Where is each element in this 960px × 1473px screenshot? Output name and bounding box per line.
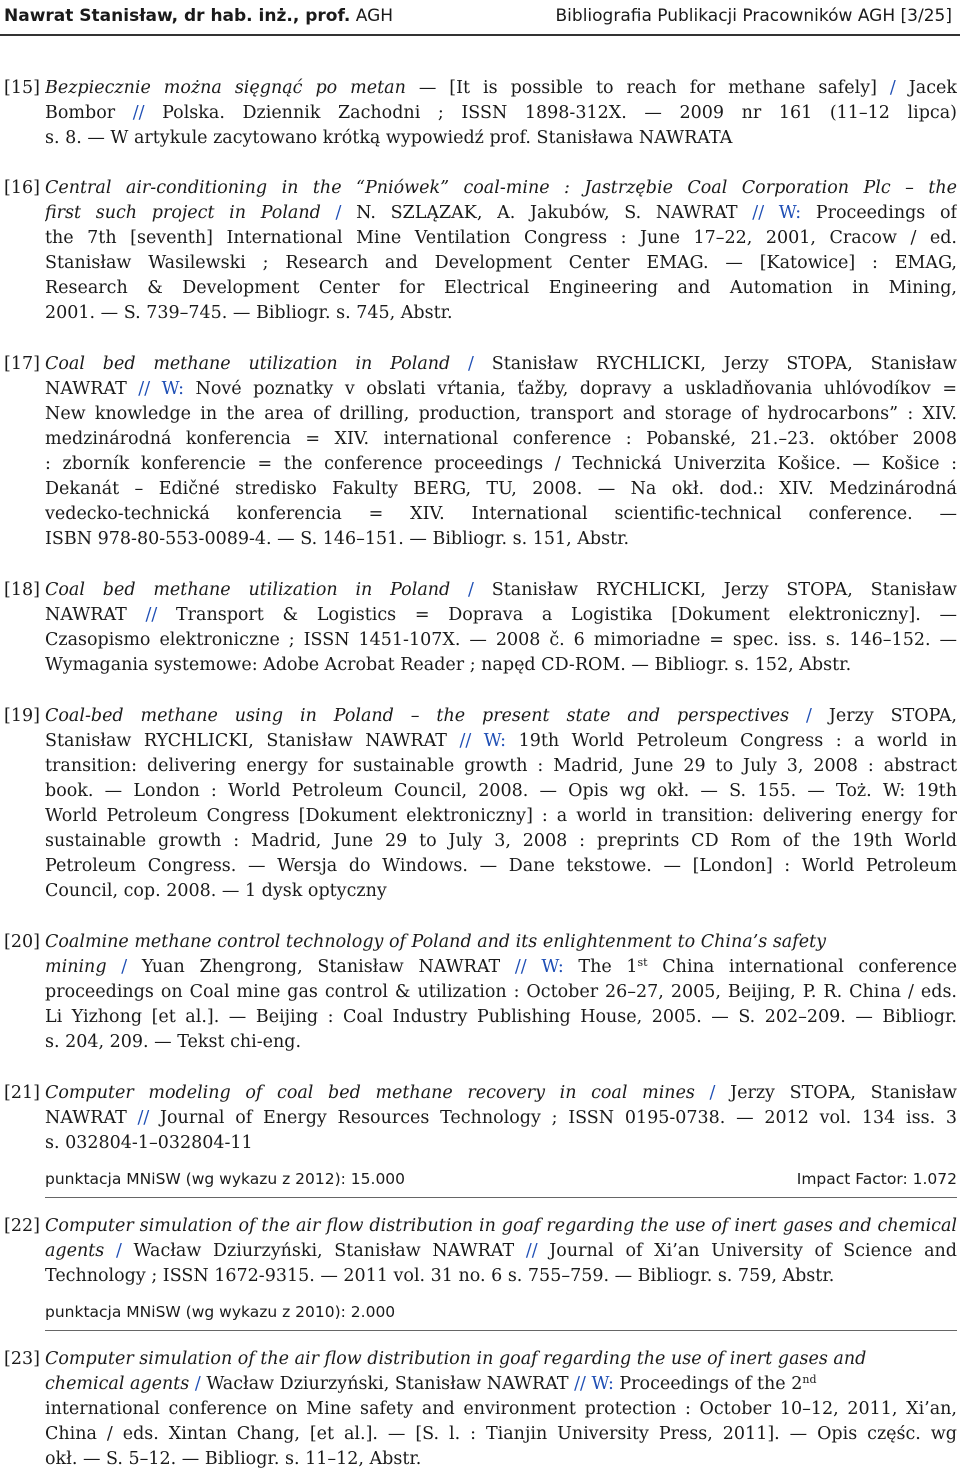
metric-row-22: [45, 1303, 957, 1321]
header-author: Nawrat Stanisław, dr hab. inż., prof. AGH: [4, 6, 394, 26]
page-number: [3/25]: [900, 6, 952, 26]
header-title: Bibliografia Publikacji Pracowników AGH [3/25]: [555, 6, 952, 26]
entry-body: Bezpiecznie można sięgnąć po metan — [It is possible to reach for methane safely] / Jacek Bombor // Polska. Dziennik Zachodni ; ISSN 1898-312X. — 2009 nr 161 (11–12 lipca) s. 8. — W artykule zacytowano krótką wypowiedź prof. Stanisława NAWRATA: [45, 78, 957, 148]
page-header: [0, 0, 960, 36]
entry-number: [16]: [4, 178, 40, 198]
entry-number: [21]: [4, 1083, 40, 1103]
impact-factor: Impact Factor: 1.072: [796, 1170, 957, 1188]
entry-body: Coal-bed methane using in Poland – the present state and perspectives / Jerzy STOPA, Stanisław RYCHLICKI, Stanisław NAWRAT // W: 19th World Petroleum Congress : a world in transition: delivering energy for sustainable growth : Madrid, June 29 to July 3, 2008 : abstract book. — London : World Petroleum Council, 2008. — Opis wg okł. — S. 155. — Toż. W: 19th World Petroleum Congress [Dokument elektroniczny] : a world in transition: delivering energy for sustainable growth : Madrid, June 29 to July 3, 2008 : preprints CD Rom of the 19th World Petroleum Congress. — Wersja do Windows. — Dane tekstowe. — [London] : World Petroleum Council, cop. 2008. — 1 dysk optyczny: [45, 706, 957, 901]
metric-rule: [45, 1197, 957, 1198]
entry-number: [18]: [4, 580, 40, 600]
mnisw-score: punktacja MNiSW (wg wykazu z 2010): 2.000: [45, 1303, 396, 1321]
metric-row-21: [45, 1170, 957, 1188]
mnisw-score: punktacja MNiSW (wg wykazu z 2012): 15.000: [45, 1170, 406, 1188]
entry-number: [19]: [4, 706, 40, 726]
entry-body: Computer modeling of coal bed methane recovery in coal mines / Jerzy STOPA, Stanisław NAWRAT // Journal of Energy Resources Technology ; ISSN 0195-0738. — 2012 vol. 134 iss. 3 s. 032804-1–032804-11: [45, 1083, 957, 1153]
entry-number: [22]: [4, 1216, 40, 1236]
entry-title: Central air-conditioning in the “Pniówek” coal-mine : Jastrzębie Coal Corporation Plc – the: [45, 178, 957, 198]
metric-rule: [45, 1330, 957, 1331]
entry-title: Computer modeling of coal bed methane recovery in coal mines: [45, 1083, 695, 1103]
entry-number: [23]: [4, 1349, 40, 1369]
entry-body: Coal bed methane utilization in Poland / Stanisław RYCHLICKI, Jerzy STOPA, Stanisław NAWRAT // W: Nové poznatky v obslati vŕtania, ťažby, dopravy a uskladňovania uhlóvodíkov = New knowledge in the area of drilling, production, transport and storage of hydrocarbons” : XIV. medzinárodná konferencia = XIV. international conference : Pobanské, 21.–23. október 2008 : zborník konferencie = the conference proceedings / Technická Univerzita Košice. — Košice : Dekanát – Edičné stredisko Fakulty BERG, TU, 2008. — Na okł. dod.: XIV. Medzinárodná vedecko-technická konferencia = XIV. International scientific-technical conference. — ISBN 978-80-553-0089-4. — S. 146–151. — Bibliogr. s. 151, Abstr.: [45, 354, 957, 549]
entry-title: Bezpiecznie można sięgnąć po metan: [45, 78, 406, 98]
entry-number: [17]: [4, 354, 40, 374]
entry-body: Computer simulation of the air flow distribution in goaf regarding the use of inert gases and chemical agents / Wacław Dziurzyński, Stanisław NAWRAT // W: Proceedings of the 2nd international conference on Mine safety and environment protection : October 10–12, 2011, Xi’an, China / eds. Xintan Chang, [et al.]. — [S. l. : Tianjin University Press, 2011]. — Opis częśc. wg okł. — S. 5–12. — Bibliogr. s. 11–12, Abstr.: [45, 1349, 957, 1469]
entry-title: Coal bed methane utilization in Poland: [45, 580, 451, 600]
entry-title: Computer simulation of the air flow distribution in goaf regarding the use of inert gases and chemical: [45, 1216, 957, 1236]
entry-number: [15]: [4, 78, 40, 98]
entry-title: Coal bed methane utilization in Poland: [45, 354, 451, 374]
entry-title: Coalmine methane control technology of Poland and its enlightenment to China’s safety: [45, 932, 826, 952]
header-rule: [0, 34, 960, 36]
entry-body: Central air-conditioning in the “Pniówek” coal-mine : Jastrzębie Coal Corporation Plc – the first such project in Poland / N. SZLĄZAK, A. Jakubów, S. NAWRAT // W: Proceedings of the 7th [seventh] International Mine Ventilation Congress : June 17–22, 2001, Cracow / ed. Stanisław Wasilewski ; Research and Development Center EMAG. — [Katowice] : EMAG, Research & Development Center for Electrical Engineering and Automation in Mining, 2001. — S. 739–745. — Bibliogr. s. 745, Abstr.: [45, 178, 957, 323]
entry-number: [20]: [4, 932, 40, 952]
entry-title: Coal-bed methane using in Poland – the present state and perspectives: [45, 706, 790, 726]
entry-body: Coal bed methane utilization in Poland / Stanisław RYCHLICKI, Jerzy STOPA, Stanisław NAWRAT // Transport & Logistics = Doprava a Logistika [Dokument elektroniczny]. — Czasopismo elektroniczne ; ISSN 1451-107X. — 2008 č. 6 mimoriadne = spec. iss. s. 146–152. — Wymagania systemowe: Adobe Acrobat Reader ; napęd CD-ROM. — Bibliogr. s. 152, Abstr.: [45, 580, 957, 675]
entry-body: Computer simulation of the air flow distribution in goaf regarding the use of inert gases and chemical agents / Wacław Dziurzyński, Stanisław NAWRAT // Journal of Xi’an University of Science and Technology ; ISSN 1672-9315. — 2011 vol. 31 no. 6 s. 755–759. — Bibliogr. s. 759, Abstr.: [45, 1216, 957, 1286]
entry-body: Coalmine methane control technology of Poland and its enlightenment to China’s safety mining / Yuan Zhengrong, Stanisław NAWRAT // W: The 1st China international conference proceedings on Coal mine gas control & utilization : October 26–27, 2005, Beijing, P. R. China / eds. Li Yizhong [et al.]. — Beijing : Coal Industry Publishing House, 2005. — S. 202–209. — Bibliogr. s. 204, 209. — Tekst chi-eng.: [45, 932, 957, 1052]
entry-title: Computer simulation of the air flow distribution in goaf regarding the use of inert gases and: [45, 1349, 867, 1369]
